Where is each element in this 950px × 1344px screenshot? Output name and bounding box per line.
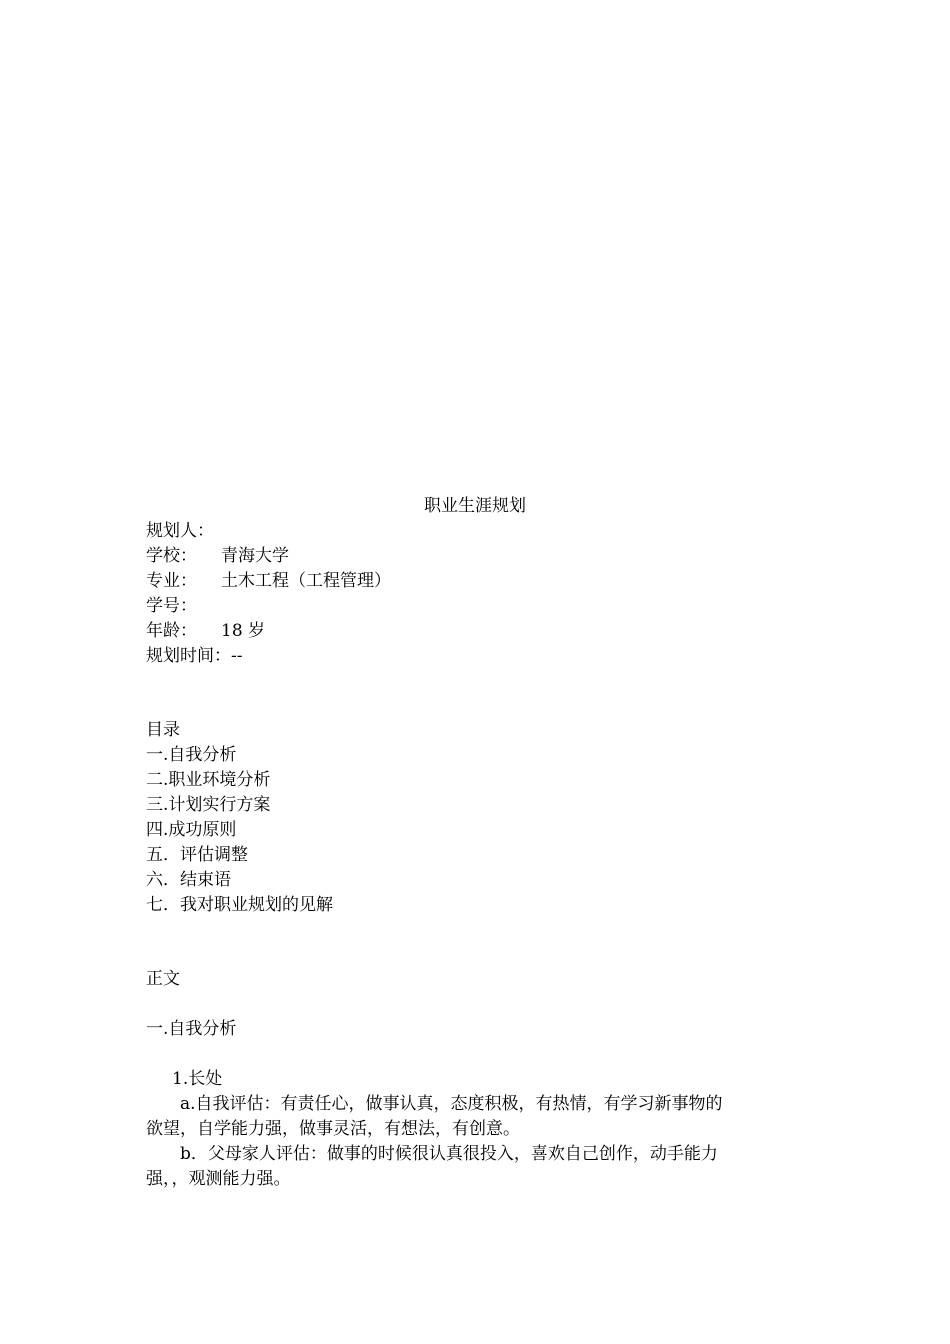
paragraph-a-line-2: 欲望，自学能力强，做事灵活，有想法，有创意。 xyxy=(146,1119,520,1139)
plan-time-line xyxy=(146,644,243,669)
school-label: 学校： xyxy=(146,546,197,566)
toc-item: 七．我对职业规划的见解 xyxy=(146,895,333,915)
planner-label: 规划人： xyxy=(146,521,214,541)
planner-line xyxy=(146,519,214,544)
toc-item: 一.自我分析 xyxy=(146,745,237,765)
toc-heading: 目录 xyxy=(146,720,180,740)
student-id-line xyxy=(146,594,197,619)
section-heading: 一.自我分析 xyxy=(146,1019,237,1039)
toc-item: 四.成功原则 xyxy=(146,820,237,840)
document-title: 职业生涯规划 xyxy=(424,496,526,516)
age-line xyxy=(146,619,546,644)
subsection-heading: 1.长处 xyxy=(172,1069,223,1089)
age-value: 18 岁 xyxy=(221,621,266,641)
paragraph-b-line-1: b．父母家人评估：做事的时候很认真很投入，喜欢自己创作，动手能力 xyxy=(180,1144,718,1164)
school-value: 青海大学 xyxy=(221,546,289,566)
major-line xyxy=(146,569,546,594)
major-label: 专业： xyxy=(146,571,197,591)
paragraph-a-line-1: a.自我评估：有责任心，做事认真，态度积极，有热情，有学习新事物的 xyxy=(180,1094,723,1114)
toc-item: 三.计划实行方案 xyxy=(146,795,271,815)
toc-item: 二.职业环境分析 xyxy=(146,770,271,790)
major-value: 土木工程（工程管理） xyxy=(221,571,391,591)
toc-item: 五．评估调整 xyxy=(146,845,248,865)
age-label: 年龄： xyxy=(146,621,197,641)
student-id-label: 学号： xyxy=(146,596,197,616)
toc-item: 六．结束语 xyxy=(146,870,231,890)
paragraph-b-line-2: 强，，观测能力强。 xyxy=(146,1169,291,1189)
body-heading: 正文 xyxy=(146,969,180,989)
plan-time: 规划时间：-- xyxy=(146,646,243,666)
school-line xyxy=(146,544,546,569)
